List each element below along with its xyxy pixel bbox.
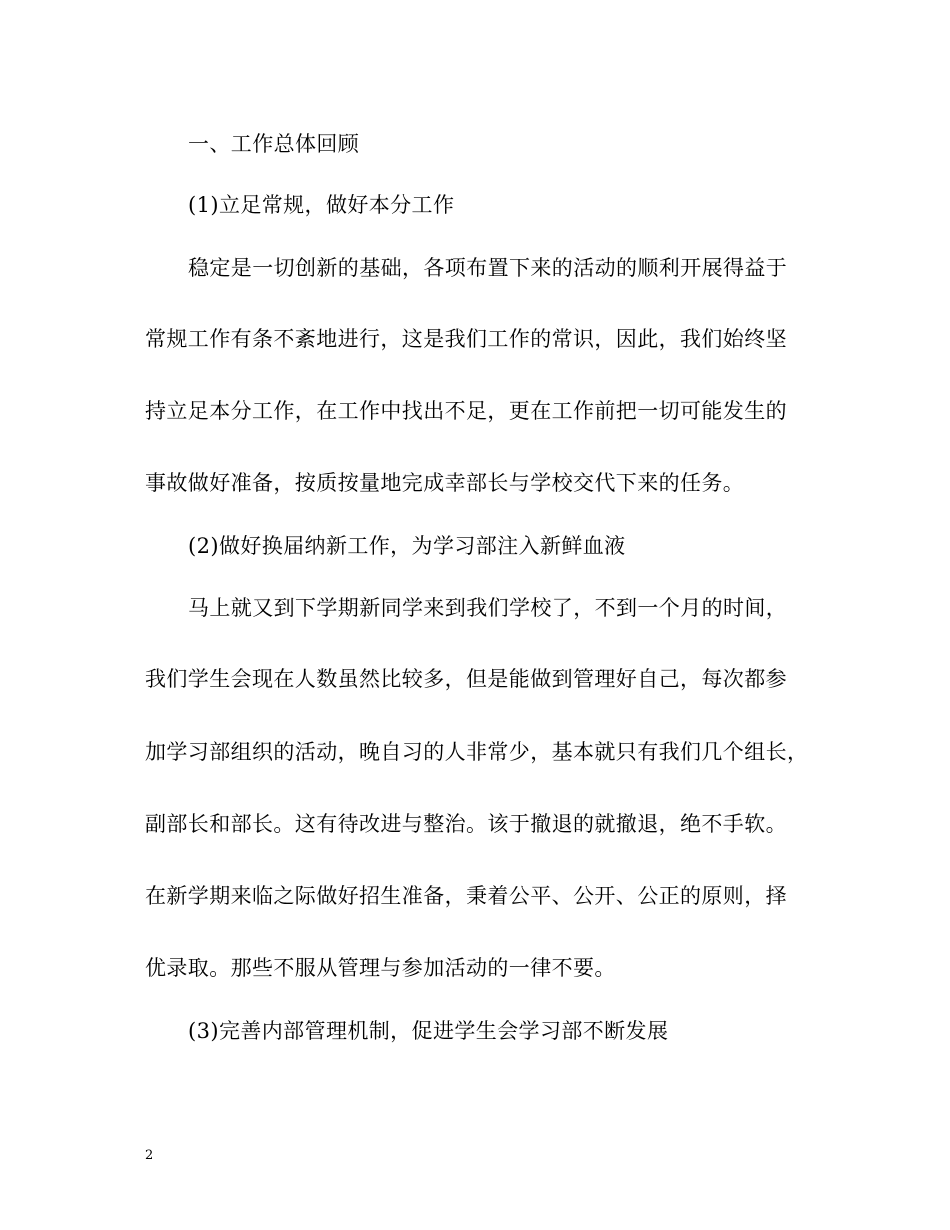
- paragraph-1-line-2: 常规工作有条不紊地进行，这是我们工作的常识，因此，我们始终坚: [145, 327, 787, 351]
- paragraph-2-line-6: 优录取。那些不服从管理与参加活动的一律不要。: [145, 956, 616, 980]
- paragraph-2-line-4: 副部长和部长。这有待改进与整治。该于撤退的就撤退，绝不手软。: [145, 812, 787, 836]
- subheading-1: (1)立足常规，做好本分工作: [188, 193, 455, 217]
- paragraph-2-line-5: 在新学期来临之际做好招生准备，秉着公平、公开、公正的原则，择: [145, 884, 787, 908]
- paragraph-2-line-3: 加学习部组织的活动，晚自习的人非常少，基本就只有我们几个组长，: [145, 740, 809, 764]
- paragraph-1-line-1: 稳定是一切创新的基础，各项布置下来的活动的顺利开展得益于: [188, 256, 788, 280]
- paragraph-1-line-4: 事故做好准备，按质按量地完成幸部长与学校交代下来的任务。: [145, 471, 745, 495]
- paragraph-2-line-1: 马上就又到下学期新同学来到我们学校了，不到一个月的时间，: [188, 596, 788, 620]
- subheading-2: (2)做好换届纳新工作，为学习部注入新鲜血液: [188, 534, 626, 558]
- section-heading: 一、工作总体回顾: [188, 132, 360, 156]
- subheading-3: (3)完善内部管理机制，促进学生会学习部不断发展: [188, 1019, 669, 1043]
- page-number: 2: [145, 1148, 154, 1163]
- paragraph-2-line-2: 我们学生会现在人数虽然比较多，但是能做到管理好自己，每次都参: [145, 667, 787, 691]
- paragraph-1-line-3: 持立足本分工作，在工作中找出不足，更在工作前把一切可能发生的: [145, 399, 787, 423]
